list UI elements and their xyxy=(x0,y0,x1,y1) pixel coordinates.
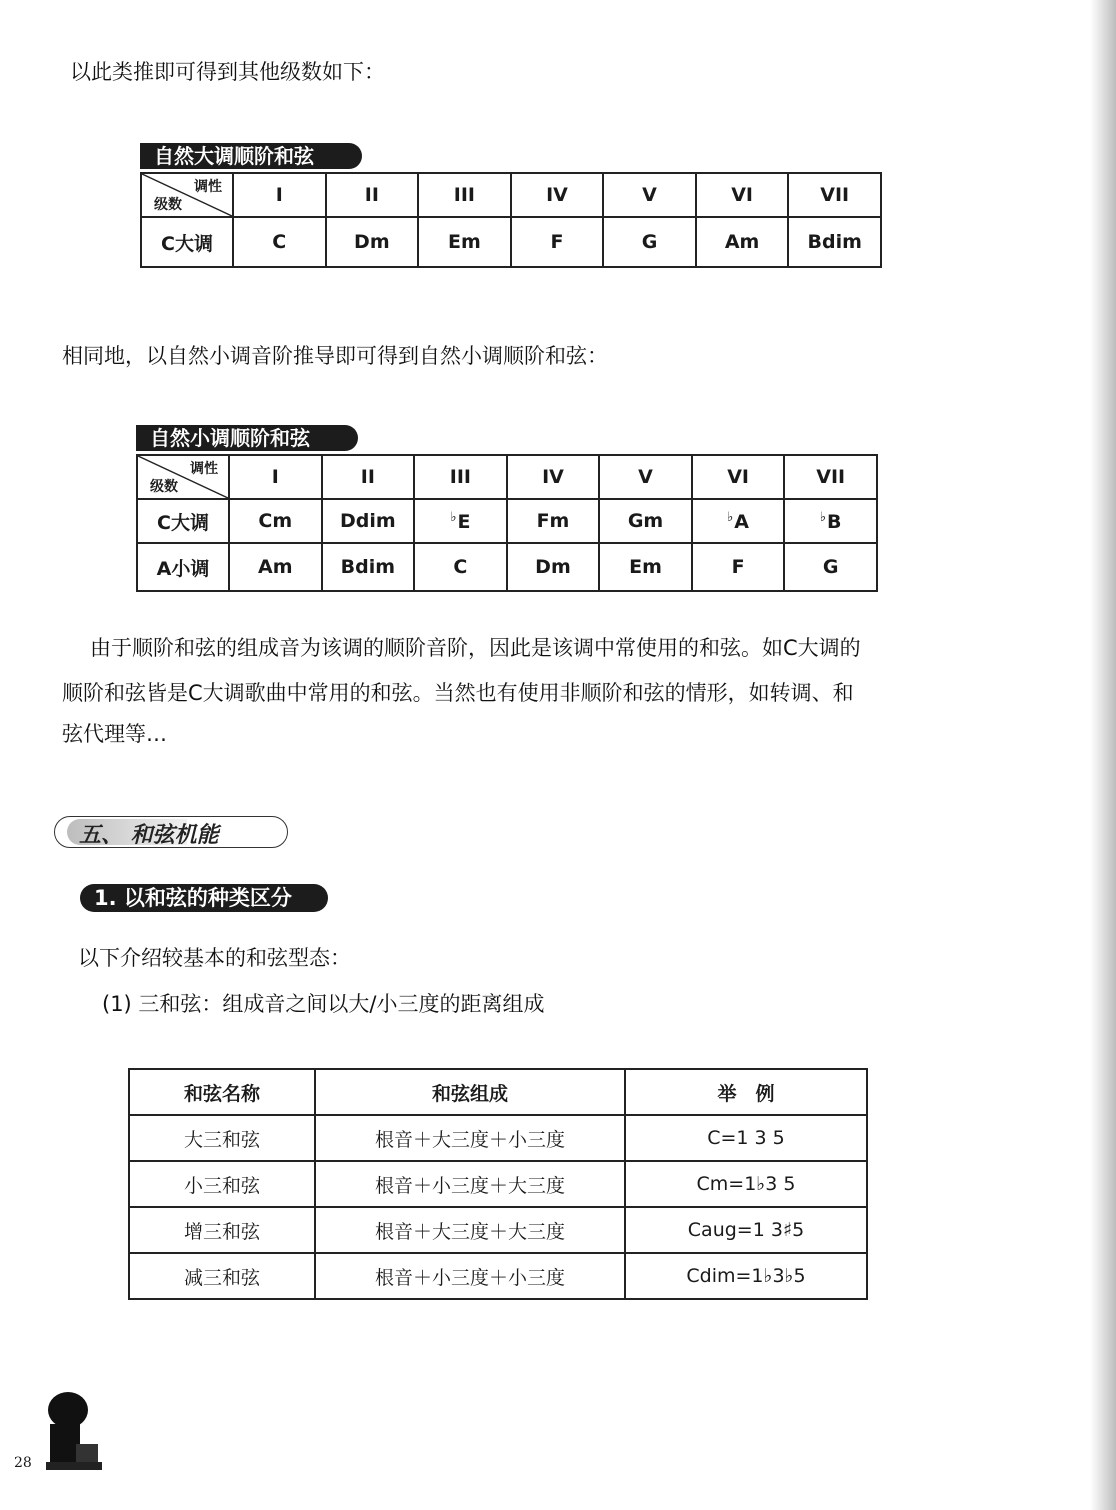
chord-example-cell: Caug=1 3♯5 xyxy=(625,1207,867,1253)
minor-intro-text: 相同地，以自然小调音阶推导即可得到自然小调顺阶和弦： xyxy=(62,344,608,368)
chord-cell xyxy=(784,499,877,543)
chord-cell: F xyxy=(692,543,785,591)
chord-cell: C xyxy=(233,217,326,267)
section-heading-label: 五、 和弦机能 xyxy=(79,823,219,848)
corner-key-label: 调性 xyxy=(190,461,218,477)
chord-cell: C xyxy=(414,543,507,591)
chord-cell: Dm xyxy=(326,217,419,267)
triad-intro-text: (1) 三和弦：组成音之间以大/小三度的距离组成 xyxy=(102,992,545,1016)
chord-name-cell: 减三和弦 xyxy=(129,1253,315,1299)
chord-cell: Am xyxy=(696,217,789,267)
chord-cell xyxy=(692,499,785,543)
degree-header: VII xyxy=(788,173,881,217)
chord-cell: Em xyxy=(418,217,511,267)
triad-row xyxy=(129,1115,867,1161)
chord-name-cell: 增三和弦 xyxy=(129,1207,315,1253)
triad-row xyxy=(129,1161,867,1207)
flat-sign: ♭ xyxy=(819,509,827,525)
major-chord-table xyxy=(140,172,882,268)
minor-a-minor-row xyxy=(137,543,877,591)
chord-cell: Dm xyxy=(507,543,600,591)
minor-c-major-row xyxy=(137,499,877,543)
major-chord-row xyxy=(141,217,881,267)
major-corner-cell xyxy=(141,173,233,217)
degree-header: VII xyxy=(784,455,877,499)
chord-cell: Am xyxy=(229,543,322,591)
page-number: 28 xyxy=(14,1455,32,1471)
chord-structure-cell: 根音＋大三度＋大三度 xyxy=(315,1207,625,1253)
header-example: 举 例 xyxy=(625,1069,867,1115)
minor-chord-table xyxy=(136,454,878,592)
chord-cell xyxy=(414,499,507,543)
chord-cell: Em xyxy=(599,543,692,591)
chord-example-cell: Cm=1♭3 5 xyxy=(625,1161,867,1207)
triad-row xyxy=(129,1253,867,1299)
header-chord-structure: 和弦组成 xyxy=(315,1069,625,1115)
chord-root: B xyxy=(827,510,842,533)
corner-degree-label: 级数 xyxy=(150,479,178,495)
chord-cell: Fm xyxy=(507,499,600,543)
chord-cell: G xyxy=(784,543,877,591)
chord-cell: Bdim xyxy=(322,543,415,591)
degree-header: III xyxy=(414,455,507,499)
degree-header: IV xyxy=(507,455,600,499)
key-label-cell: A小调 xyxy=(137,543,229,591)
degree-header: VI xyxy=(692,455,785,499)
chord-root: A xyxy=(734,510,750,533)
triad-table xyxy=(128,1068,868,1300)
chord-name-cell: 小三和弦 xyxy=(129,1161,315,1207)
triad-header-row xyxy=(129,1069,867,1115)
chord-root: E xyxy=(457,510,471,533)
chord-cell: G xyxy=(603,217,696,267)
corner-degree-label: 级数 xyxy=(154,197,182,213)
chord-structure-cell: 根音＋大三度＋小三度 xyxy=(315,1115,625,1161)
mascot-icon xyxy=(40,1388,104,1474)
degree-header: I xyxy=(233,173,326,217)
major-table-title: 自然大调顺阶和弦 xyxy=(140,143,362,169)
corner-key-label: 调性 xyxy=(194,179,222,195)
degree-header: III xyxy=(418,173,511,217)
chord-example-cell: Cdim=1♭3♭5 xyxy=(625,1253,867,1299)
subsection-heading: 1. 以和弦的种类区分 xyxy=(80,884,328,912)
chord-cell: F xyxy=(511,217,604,267)
chord-cell: Bdim xyxy=(788,217,881,267)
key-label-cell: C大调 xyxy=(141,217,233,267)
chord-cell: Ddim xyxy=(322,499,415,543)
chord-structure-cell: 根音＋小三度＋大三度 xyxy=(315,1161,625,1207)
flat-sign: ♭ xyxy=(450,509,457,525)
paragraph-line-1: 由于顺阶和弦的组成音为该调的顺阶音阶，因此是该调中常使用的和弦。如C大调的 xyxy=(90,636,861,660)
degree-header: V xyxy=(599,455,692,499)
degree-header: II xyxy=(326,173,419,217)
flat-sign: ♭ xyxy=(727,509,734,525)
minor-corner-cell xyxy=(137,455,229,499)
chord-structure-cell: 根音＋小三度＋小三度 xyxy=(315,1253,625,1299)
chord-cell: Cm xyxy=(229,499,322,543)
degree-header: VI xyxy=(696,173,789,217)
minor-table-title: 自然小调顺阶和弦 xyxy=(136,425,358,451)
chord-example-cell: C=1 3 5 xyxy=(625,1115,867,1161)
paragraph-line-2: 顺阶和弦皆是C大调歌曲中常用的和弦。当然也有使用非顺阶和弦的情形，如转调、和 xyxy=(62,681,854,705)
section-heading xyxy=(54,816,288,848)
minor-degree-row xyxy=(137,455,877,499)
triad-row xyxy=(129,1207,867,1253)
key-label-cell: C大调 xyxy=(137,499,229,543)
intro-text: 以此类推即可得到其他级数如下： xyxy=(70,60,385,84)
degree-header: I xyxy=(229,455,322,499)
major-degree-row xyxy=(141,173,881,217)
forms-intro-text: 以下介绍较基本的和弦型态： xyxy=(78,946,351,970)
chord-name-cell: 大三和弦 xyxy=(129,1115,315,1161)
degree-header: II xyxy=(322,455,415,499)
page-gutter xyxy=(1090,0,1116,1510)
paragraph-line-3: 弦代理等… xyxy=(62,722,167,746)
degree-header: IV xyxy=(511,173,604,217)
chord-cell: Gm xyxy=(599,499,692,543)
header-chord-name: 和弦名称 xyxy=(129,1069,315,1115)
degree-header: V xyxy=(603,173,696,217)
